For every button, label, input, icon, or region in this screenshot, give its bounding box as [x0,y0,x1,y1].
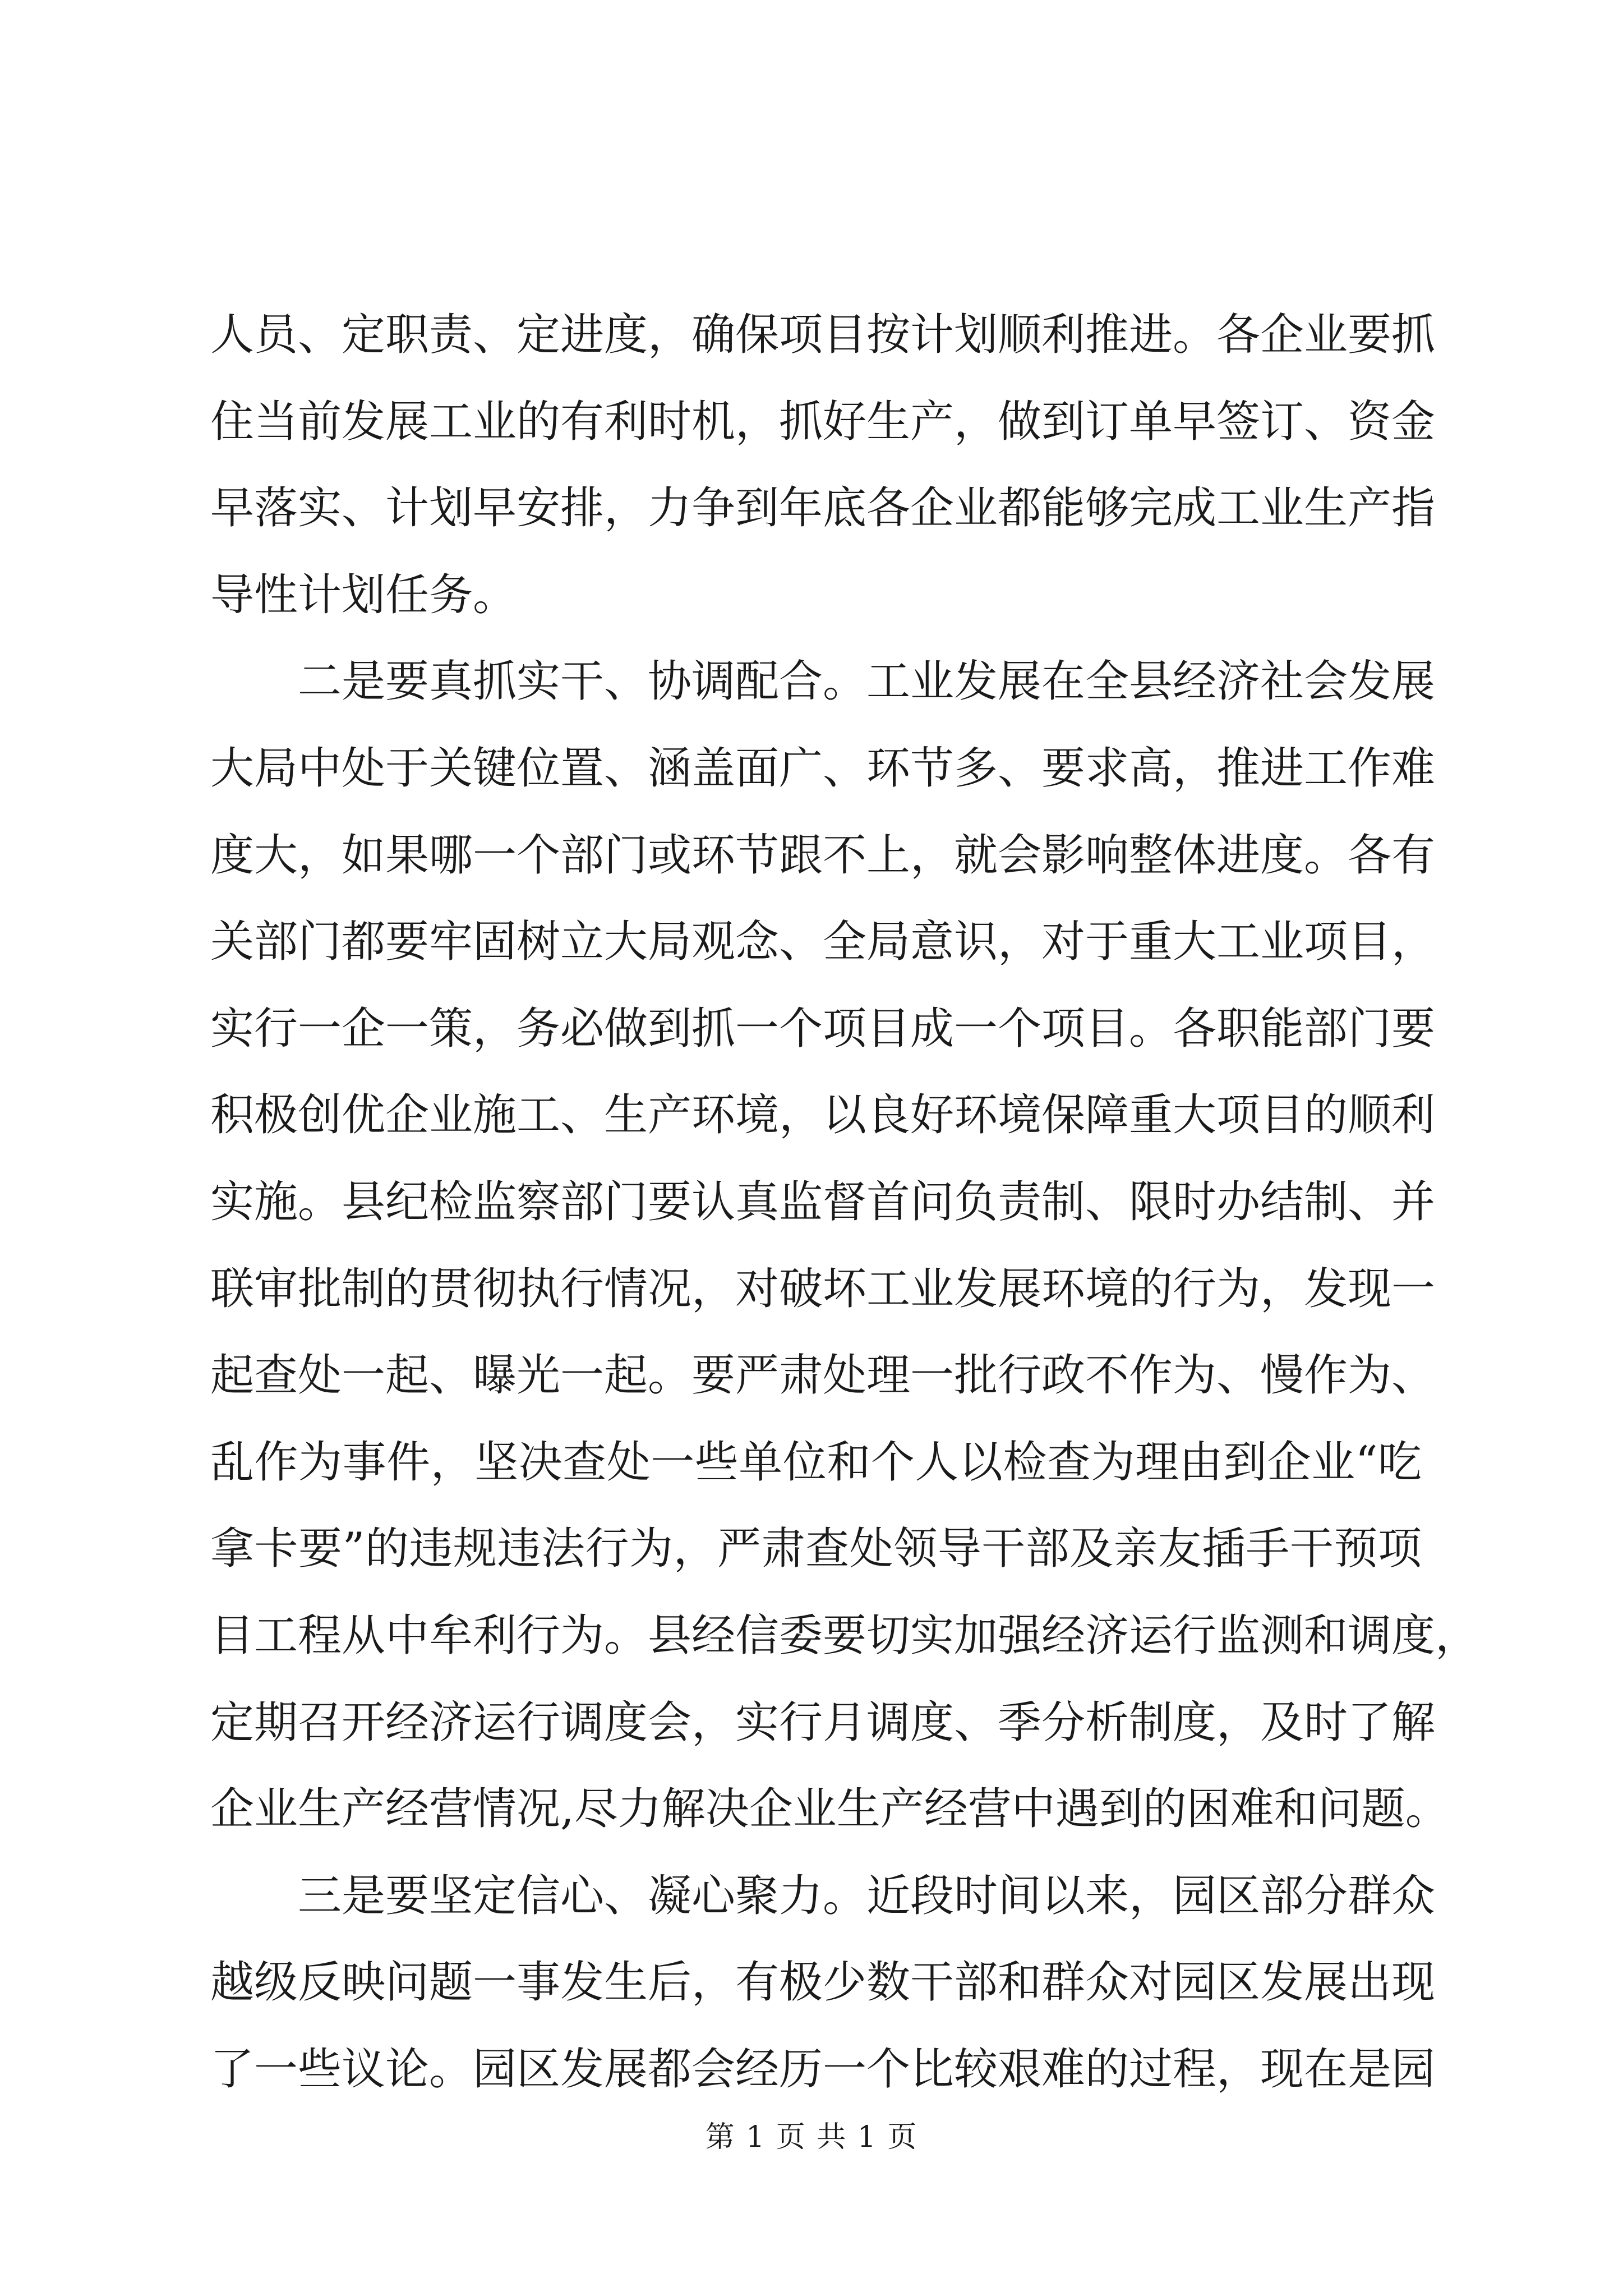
text-line: 企业生产经营情况,尽力解决企业生产经营中遇到的困难和问题。 [210,1784,1449,1835]
text-line: 越级反映问题一事发生后，有极少数干部和群众对园区发展出现 [210,1957,1436,2008]
text-line: 实行一企一策，务必做到抓一个项目成一个项目。各职能部门要 [210,1003,1436,1054]
text-line: 导性计划任务。 [210,569,517,620]
text-line: 住当前发展工业的有利时机，抓好生产，做到订单早签订、资金 [210,396,1436,447]
text-line: 目工程从中牟利行为。县经信委要切实加强经济运行监测和调度， [210,1610,1479,1661]
text-line: 了一些议论。园区发展都会经历一个比较艰难的过程，现在是园 [210,2044,1436,2095]
body-text [210,292,1479,2113]
text-line: 关部门都要牢固树立大局观念、全局意识，对于重大工业项目， [210,917,1436,968]
text-line: 人员、定职责、定进度，确保项目按计划顺利推进。各企业要抓 [210,310,1436,360]
text-line: 实施。县纪检监察部门要认真监督首问负责制、限时办结制、并 [210,1176,1436,1227]
text-line: 大局中处于关键位置、涵盖面广、环节多、要求高，推进工作难 [210,743,1436,794]
text-line: 度大，如果哪一个部门或环节跟不上，就会影响整体进度。各有 [210,830,1436,881]
text-line: 二是要真抓实干、协调配合。工业发展在全县经济社会发展 [210,656,1436,707]
text-line: 早落实、计划早安排，力争到年底各企业都能够完成工业生产指 [210,483,1436,534]
text-line: 乱作为事件，坚决查处一些单位和个人以检查为理由到企业“吃 [210,1437,1422,1488]
text-line: 起查处一起、曝光一起。要严肃处理一批行政不作为、慢作为、 [210,1350,1436,1401]
text-line: 定期召开经济运行调度会，实行月调度、季分析制度，及时了解 [210,1697,1436,1748]
text-line: 联审批制的贯彻执行情况，对破坏工业发展环境的行为，发现一 [210,1263,1436,1314]
text-line: 拿卡要”的违规违法行为，严肃查处领导干部及亲友插手干预项 [210,1524,1422,1575]
text-line: 积极创优企业施工、生产环境，以良好环境保障重大项目的顺利 [210,1090,1436,1141]
page-footer: 第 1 页 共 1 页 [705,2120,918,2154]
text-line: 三是要坚定信心、凝心聚力。近段时间以来，园区部分群众 [210,1870,1436,1921]
